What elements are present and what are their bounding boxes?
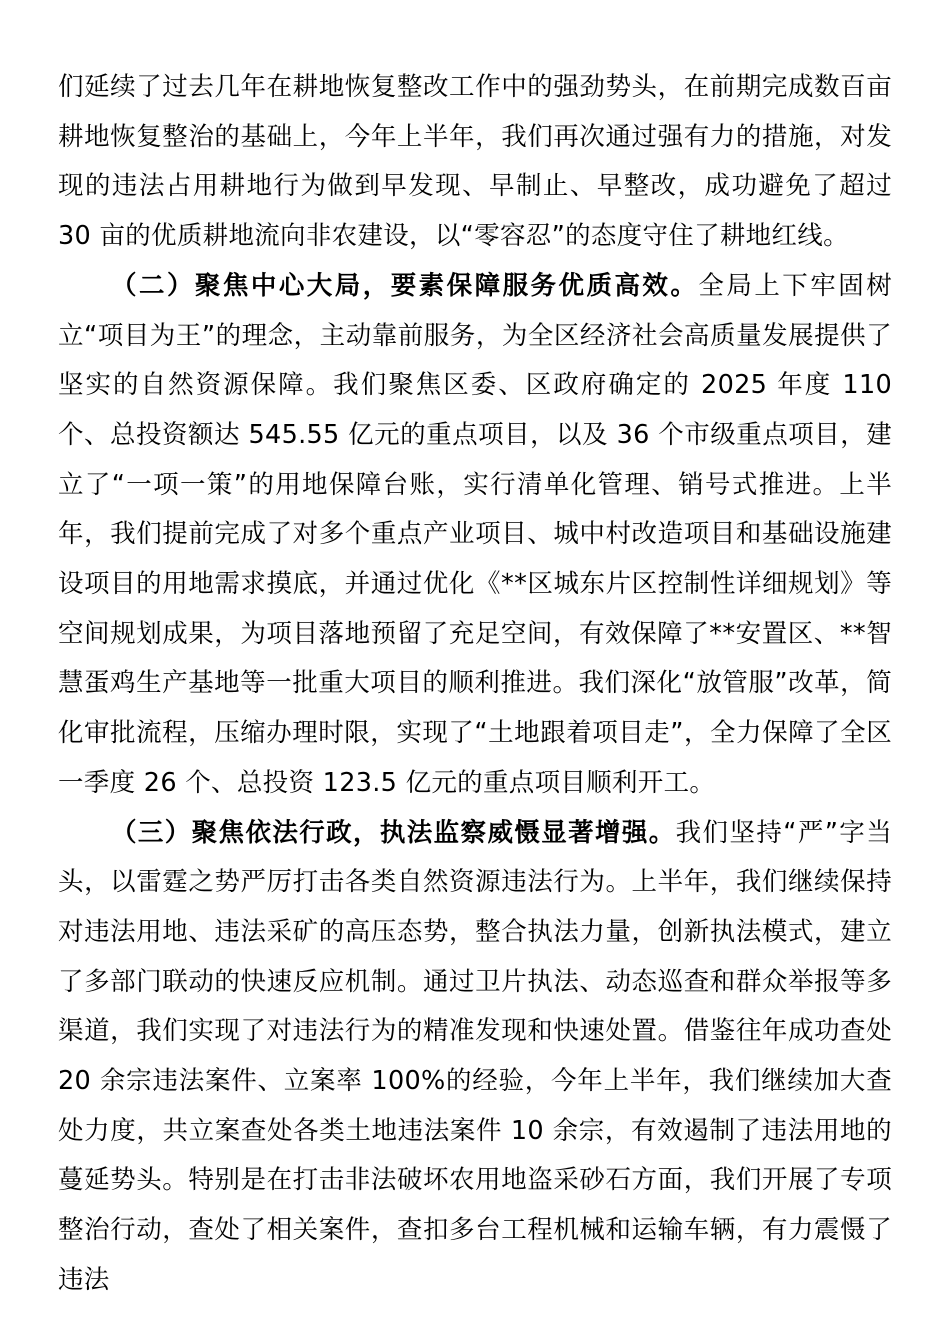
paragraph-section-three <box>58 809 892 1306</box>
paragraph-body: 们延续了过去几年在耕地恢复整改工作中的强劲势头，在前期完成数百亩耕地恢复整治的基础上，今年上半年，我们再次通过强有力的措施，对发现的违法占用耕地行为做到早发现、早制止、早整改，成功避免了超过 30 亩的优质耕地流向非农建设，以“零容忍”的态度守住了耕地红线。 <box>58 72 892 252</box>
section-heading: （三）聚焦依法行政，执法监察威慑显著增强。 <box>111 817 676 848</box>
paragraph-section-two <box>58 262 892 809</box>
paragraph-body: 我们坚持“严”字当头，以雷霆之势严厉打击各类自然资源违法行为。上半年，我们继续保持对违法用地、违法采矿的高压态势，整合执法力量，创新执法模式，建立了多部门联动的快速反应机制。通过卫片执法、动态巡查和群众举报等多渠道，我们实现了对违法行为的精准发现和快速处置。借鉴往年成功查处 20 余宗违法案件、立案率 100%的经验，今年上半年，我们继续加大查处力度，共立案查处各类土地违法案件 10 余宗，有效遏制了违法用地的蔓延势头。特别是在打击非法破坏农用地盗采砂石方面，我们开展了专项整治行动，查处了相关案件，查扣多台工程机械和运输车辆，有力震慑了违法 <box>58 817 893 1295</box>
paragraph-continuation <box>58 63 892 262</box>
paragraph-body: 全局上下牢固树立“项目为王”的理念，主动靠前服务，为全区经济社会高质量发展提供了坚实的自然资源保障。我们聚焦区委、区政府确定的 2025 年度 110 个、总投资额达 545.55 亿元的重点项目，以及 36 个市级重点项目，建立了“一项一策”的用地保障台账，实行清单化管理、销号式推进。上半年，我们提前完成了对多个重点产业项目、城中村改造项目和基础设施建设项目的用地需求摸底，并通过优化《**区城东片区控制性详细规划》等空间规划成果，为项目落地预留了充足空间，有效保障了**安置区、**智慧蛋鸡生产基地等一批重大项目的顺利推进。我们深化“放管服”改革，简化审批流程，压缩办理时限，实现了“土地跟着项目走”，全力保障了全区一季度 26 个、总投资 123.5 亿元的重点项目顺利开工。 <box>58 270 892 798</box>
section-heading: （二）聚焦中心大局，要素保障服务优质高效。 <box>111 270 699 301</box>
document-page <box>58 63 892 1306</box>
